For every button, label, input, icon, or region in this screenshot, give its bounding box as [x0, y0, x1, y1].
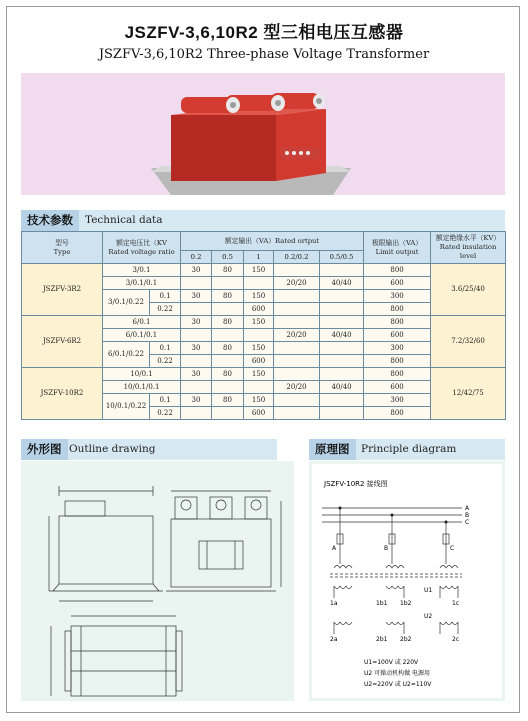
output-cell: 30 — [181, 342, 212, 355]
col-class: 0.5 — [212, 251, 244, 264]
node-label: B — [384, 545, 389, 552]
ratio-cell: 10/0.1/0.22 — [103, 394, 150, 420]
transformer-image — [21, 73, 505, 195]
limit-cell: 800 — [364, 264, 431, 277]
principle-badge: 原理图 — [309, 439, 356, 460]
note-line: U2=220V 或 U2=110V — [364, 681, 432, 688]
output-cell — [274, 342, 320, 355]
output-cell: 80 — [212, 368, 244, 381]
output-cell: 150 — [244, 264, 274, 277]
output-cell — [212, 381, 244, 394]
output-cell: 40/40 — [320, 381, 364, 394]
principle-diagram — [312, 464, 502, 698]
output-cell: 30 — [181, 290, 212, 303]
diagram-title: JSZFV-10R2 接线图 — [324, 480, 388, 488]
output-cell — [274, 368, 320, 381]
u2-terminal: 2a — [330, 636, 338, 643]
outline-section-header — [21, 439, 277, 460]
col-insulation: 额定绝缘水平（KV） Rated insulation level — [431, 232, 506, 264]
sub-ratio-cell: 0.1 — [150, 342, 181, 355]
title-en: JSZFV-3,6,10R2 Three-phase Voltage Transformer — [98, 47, 430, 62]
output-cell: 80 — [212, 394, 244, 407]
u1-terminal: 1c — [452, 600, 460, 607]
output-cell: 80 — [212, 264, 244, 277]
output-cell — [320, 394, 364, 407]
output-cell: 40/40 — [320, 277, 364, 290]
ratio-cell: 6/0.1/0.22 — [103, 342, 150, 368]
outline-drawing — [21, 461, 294, 701]
spec-table — [21, 231, 506, 420]
limit-cell: 600 — [364, 329, 431, 342]
table-row — [22, 264, 506, 277]
output-cell: 40/40 — [320, 329, 364, 342]
u1-terminal: 1b2 — [400, 600, 412, 607]
output-cell: 150 — [244, 290, 274, 303]
output-cell: 30 — [181, 368, 212, 381]
output-cell — [244, 381, 274, 394]
product-photo — [21, 73, 505, 195]
output-cell: 20/20 — [274, 381, 320, 394]
outline-label: Outline drawing — [69, 443, 156, 455]
output-cell: 80 — [212, 342, 244, 355]
output-cell — [244, 277, 274, 290]
model-cell: JSZFV-6R2 — [22, 316, 103, 368]
output-cell — [212, 355, 244, 368]
u1-terminal: 1b1 — [376, 600, 388, 607]
output-cell — [181, 329, 212, 342]
output-cell — [320, 264, 364, 277]
output-cell: 30 — [181, 264, 212, 277]
tech-section-header — [21, 210, 505, 231]
title-cn: JSZFV-3,6,10R2 型三相电压互感器 — [124, 23, 404, 42]
tech-badge: 技术参数 — [21, 210, 79, 231]
model-cell: JSZFV-3R2 — [22, 264, 103, 316]
u2-terminal: 2b1 — [376, 636, 388, 643]
note-line: U2 可操动机构做 电源用 — [364, 670, 431, 677]
output-cell — [181, 407, 212, 420]
col-model: 型号 Type — [22, 232, 103, 264]
ratio-cell: 3/0.1/0.1 — [103, 277, 181, 290]
output-cell — [181, 381, 212, 394]
limit-cell: 300 — [364, 394, 431, 407]
u1-label: U1 — [424, 587, 433, 594]
col-limit: 极限输出（VA） Limit output — [364, 232, 431, 264]
output-cell: 150 — [244, 316, 274, 329]
output-cell: 30 — [181, 316, 212, 329]
output-cell: 20/20 — [274, 277, 320, 290]
insulation-cell: 7.2/32/60 — [431, 316, 506, 368]
table-row — [22, 368, 506, 381]
output-cell — [212, 329, 244, 342]
output-cell — [274, 303, 320, 316]
sub-ratio-cell: 0.22 — [150, 407, 181, 420]
sub-ratio-cell: 0.22 — [150, 303, 181, 316]
phase-label: B — [465, 512, 470, 519]
col-output: 额定输出（VA）Rated ortput — [181, 232, 364, 251]
output-cell — [320, 407, 364, 420]
ratio-cell: 3/0.1 — [103, 264, 181, 277]
model-cell: JSZFV-10R2 — [22, 368, 103, 420]
output-cell — [212, 407, 244, 420]
phase-label: A — [465, 505, 470, 512]
limit-cell: 300 — [364, 290, 431, 303]
output-cell: 30 — [181, 394, 212, 407]
sub-ratio-cell: 0.22 — [150, 355, 181, 368]
table-row — [22, 316, 506, 329]
u2-label: U2 — [424, 613, 433, 620]
outline-badge: 外形图 — [21, 439, 68, 460]
output-cell: 600 — [244, 303, 274, 316]
note-line: U1=100V 或 220V — [364, 659, 419, 666]
limit-cell: 600 — [364, 381, 431, 394]
insulation-cell: 12/42/75 — [431, 368, 506, 420]
output-cell: 20/20 — [274, 329, 320, 342]
output-cell: 600 — [244, 407, 274, 420]
output-cell — [320, 342, 364, 355]
output-cell — [274, 355, 320, 368]
output-cell — [320, 290, 364, 303]
limit-cell: 300 — [364, 342, 431, 355]
output-cell: 80 — [212, 290, 244, 303]
output-cell — [274, 264, 320, 277]
col-ratio: 额定电压比（KV Rated voltage ratio — [103, 232, 181, 264]
output-cell: 80 — [212, 316, 244, 329]
output-cell — [181, 303, 212, 316]
outline-panel — [21, 461, 294, 701]
col-class: 0.2 — [181, 251, 212, 264]
output-cell — [320, 368, 364, 381]
node-label: A — [332, 545, 337, 552]
ratio-cell: 10/0.1/0.1 — [103, 381, 181, 394]
principle-label: Principle diagram — [361, 443, 457, 455]
ratio-cell: 10/0.1 — [103, 368, 181, 381]
output-cell — [274, 290, 320, 303]
output-cell: 600 — [244, 355, 274, 368]
u2-terminal: 2b2 — [400, 636, 412, 643]
insulation-cell: 3.6/25/40 — [431, 264, 506, 316]
output-cell: 150 — [244, 368, 274, 381]
output-cell — [274, 407, 320, 420]
sub-ratio-cell: 0.1 — [150, 290, 181, 303]
output-cell: 150 — [244, 342, 274, 355]
limit-cell: 800 — [364, 355, 431, 368]
limit-cell: 800 — [364, 316, 431, 329]
ratio-cell: 6/0.1 — [103, 316, 181, 329]
output-cell — [274, 394, 320, 407]
col-class: 1 — [244, 251, 274, 264]
ratio-cell: 3/0.1/0.22 — [103, 290, 150, 316]
output-cell — [181, 355, 212, 368]
col-class: 0.5/0.5 — [320, 251, 364, 264]
limit-cell: 800 — [364, 407, 431, 420]
output-cell — [212, 303, 244, 316]
output-cell — [320, 316, 364, 329]
limit-cell: 800 — [364, 368, 431, 381]
output-cell: 150 — [244, 394, 274, 407]
output-cell — [274, 316, 320, 329]
ratio-cell: 6/0.1/0.1 — [103, 329, 181, 342]
limit-cell: 600 — [364, 277, 431, 290]
output-cell — [212, 277, 244, 290]
principle-section-header — [309, 439, 505, 460]
output-cell — [181, 277, 212, 290]
u1-terminal: 1a — [330, 600, 338, 607]
tech-label: Technical data — [85, 214, 163, 226]
output-cell — [320, 303, 364, 316]
col-class: 0.2/0.2 — [274, 251, 320, 264]
sub-ratio-cell: 0.1 — [150, 394, 181, 407]
limit-cell: 800 — [364, 303, 431, 316]
node-label: C — [450, 545, 455, 552]
u2-terminal: 2c — [452, 636, 460, 643]
output-cell — [244, 329, 274, 342]
phase-label: C — [465, 519, 470, 526]
output-cell — [320, 355, 364, 368]
